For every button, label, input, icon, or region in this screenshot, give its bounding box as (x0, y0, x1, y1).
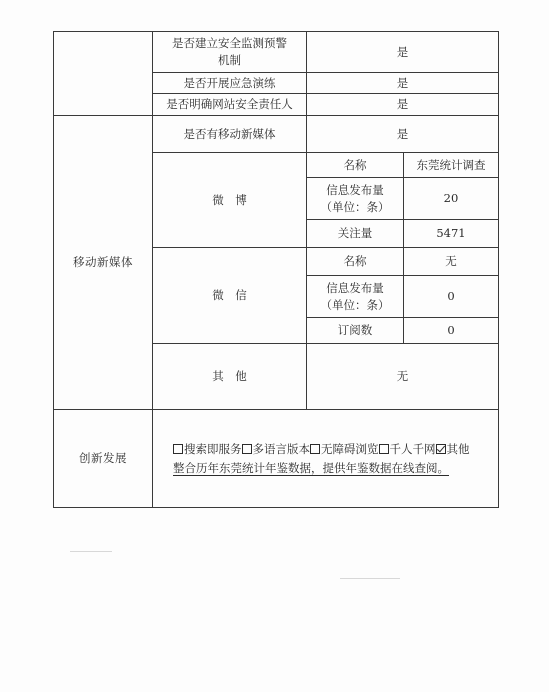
wechat-publish-label-line1: 信息发布量 (326, 280, 384, 295)
option-other (436, 442, 470, 456)
weibo-label: 微 博 (153, 153, 307, 248)
responsible-value: 是 (307, 94, 499, 116)
monitoring-value: 是 (307, 32, 499, 73)
weibo-name-value: 东莞统计调查 (404, 153, 499, 178)
blank-section-cell (54, 32, 153, 116)
innovation-description: 整合历年东莞统计年鉴数据，提供年鉴数据在线查阅。 (173, 460, 449, 475)
unchecked-box-icon (379, 444, 389, 454)
scan-mark (70, 551, 112, 552)
weibo-publish-label-line2: （单位：条） (320, 199, 390, 214)
wechat-publish-label (307, 276, 404, 318)
option-personalized (379, 442, 436, 456)
weibo-publish-label-line1: 信息发布量 (326, 182, 384, 197)
wechat-subscribers-label: 订阅数 (307, 318, 404, 344)
innovation-content (153, 410, 499, 508)
monitoring-label (153, 32, 307, 73)
option-label: 搜索即服务 (184, 441, 242, 456)
has-mobile-label: 是否有移动新媒体 (153, 116, 307, 153)
mobile-section-label: 移动新媒体 (54, 116, 153, 410)
option-multilingual (242, 442, 311, 456)
option-label: 多语言版本 (252, 441, 310, 456)
other-value: 无 (307, 344, 499, 410)
drill-label: 是否开展应急演练 (153, 73, 307, 94)
wechat-label: 微 信 (153, 248, 307, 344)
option-label: 千人千网 (389, 441, 436, 456)
option-label: 其他 (446, 441, 470, 456)
option-search-as-service (173, 442, 242, 456)
responsible-label: 是否明确网站安全责任人 (153, 94, 307, 116)
innovation-label: 创新发展 (54, 410, 153, 508)
unchecked-box-icon (242, 444, 252, 454)
wechat-name-label: 名称 (307, 248, 404, 276)
monitoring-row (54, 32, 499, 73)
option-label: 无障碍浏览 (321, 441, 379, 456)
weibo-publish-label (307, 178, 404, 220)
wechat-publish-label-line2: （单位：条） (320, 297, 390, 312)
weibo-followers-label: 关注量 (307, 220, 404, 248)
wechat-name-value: 无 (404, 248, 499, 276)
weibo-name-label: 名称 (307, 153, 404, 178)
unchecked-box-icon (173, 444, 183, 454)
drill-value: 是 (307, 73, 499, 94)
innovation-row (54, 410, 499, 508)
weibo-followers-value: 5471 (404, 220, 499, 248)
monitoring-label-line2: 机制 (218, 53, 241, 67)
innovation-options (173, 441, 498, 458)
other-label: 其 他 (153, 344, 307, 410)
scan-mark (340, 578, 400, 579)
unchecked-box-icon (310, 444, 320, 454)
weibo-publish-value: 20 (404, 178, 499, 220)
wechat-publish-value: 0 (404, 276, 499, 318)
has-mobile-value: 是 (307, 116, 499, 153)
has-mobile-row (54, 116, 499, 153)
wechat-subscribers-value: 0 (404, 318, 499, 344)
checked-box-icon (436, 444, 446, 454)
website-security-table (53, 31, 499, 508)
option-accessibility (310, 442, 379, 456)
monitoring-label-line1: 是否建立安全监测预警 (172, 36, 287, 50)
